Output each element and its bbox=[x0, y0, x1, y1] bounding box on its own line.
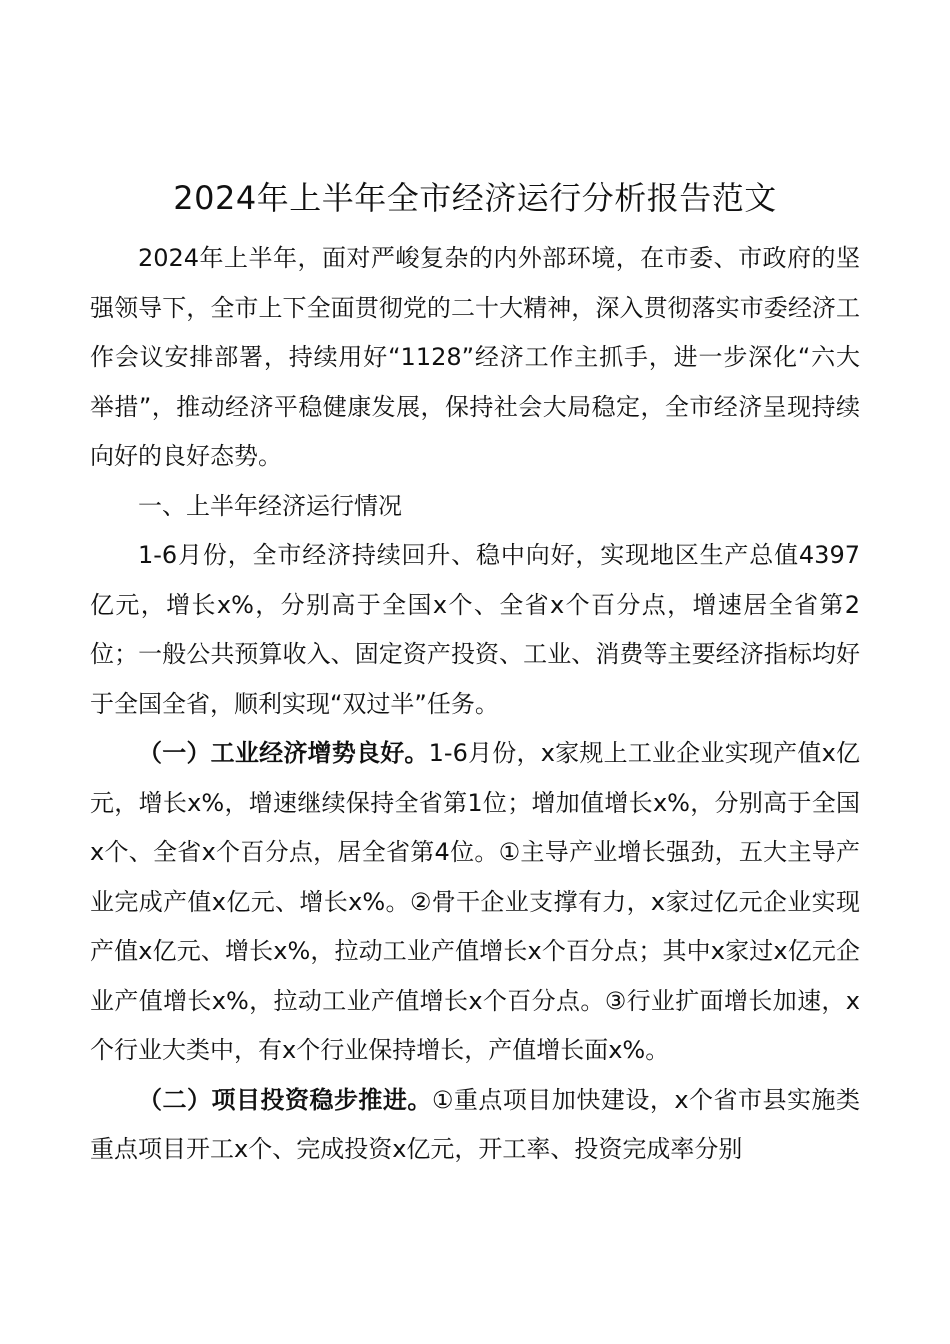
section-heading: 一、上半年经济运行情况 bbox=[138, 491, 402, 520]
item-lead-investment: （二）项目投资稳步推进。 bbox=[138, 1085, 432, 1114]
item-paragraph-industry bbox=[90, 729, 860, 1076]
document-title: 2024年上半年全市经济运行分析报告范文 bbox=[173, 179, 777, 217]
item-text-investment: ①重点项目加快建设，x个省市县实施类重点项目开工x个、完成投资x亿元，开工率、投资完成率分别 bbox=[90, 1085, 861, 1163]
document-body bbox=[90, 170, 860, 1175]
item-paragraph-investment bbox=[90, 1076, 860, 1175]
section-paragraph: 1-6月份，全市经济持续回升、稳中向好，实现地区生产总值4397亿元，增长x%，分别高于全国x个、全省x个百分点，增速居全省第2位；一般公共预算收入、固定资产投资、工业、消费等主要经济指标均好于全国全省，顺利实现“双过半”任务。 bbox=[90, 541, 860, 718]
intro-paragraph: 2024年上半年，面对严峻复杂的内外部环境，在市委、市政府的坚强领导下，全市上下全面贯彻党的二十大精神，深入贯彻落实市委经济工作会议安排部署，持续用好“1128”经济工作主抓手，进一步深化“六大举措”，推动经济平稳健康发展，保持社会大局稳定，全市经济呈现持续向好的良好态势。 bbox=[90, 244, 860, 470]
item-text-industry: 1-6月份，x家规上工业企业实现产值x亿元，增长x%，增速继续保持全省第1位；增加值增长x%，分别高于全国x个、全省x个百分点，居全省第4位。①主导产业增长强劲，五大主导产业完成产值x亿元、增长x%。②骨干企业支撑有力，x家过亿元企业实现产值x亿元、增长x%，拉动工业产值增长x个百分点；其中x家过x亿元企业产值增长x%，拉动工业产值增长x个百分点。③行业扩面增长加速，x个行业大类中，有x个行业保持增长，产值增长面x%。 bbox=[90, 739, 861, 1064]
item-lead-industry: （一）工业经济增势良好。 bbox=[138, 739, 429, 767]
